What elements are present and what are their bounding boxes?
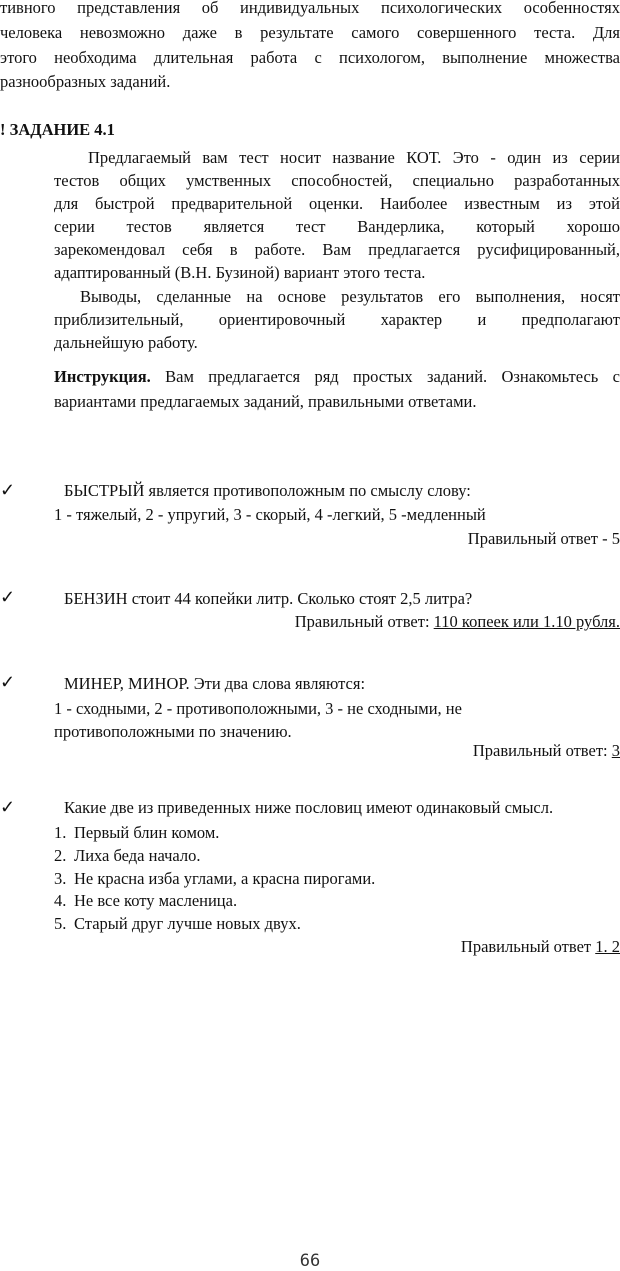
intro-line-2: человека невозможно даже в результате самого совершенного теста. Для <box>0 23 620 42</box>
q1-question: БЫСТРЫЙ является противоположным по смыслу слову: <box>64 481 471 500</box>
para1-line-5: зарекомендовал себя в работе. Вам предлагается русифицированный, <box>54 240 620 259</box>
list-item <box>54 822 219 845</box>
q2-question: БЕНЗИН стоит 44 копейки литр. Сколько стоят 2,5 литра? <box>64 589 473 608</box>
q3-question: МИНЕР, МИНОР. Эти два слова являются: <box>64 674 366 693</box>
check-icon: ✓ <box>0 797 16 817</box>
intro-line-1: тивного представления об индивидуальных психологических особенностях <box>0 0 620 17</box>
check-icon: ✓ <box>0 480 16 500</box>
list-item <box>54 890 237 913</box>
q3-answer-label: Правильный ответ: <box>472 741 612 760</box>
para2-line-3: дальнейшую работу. <box>54 333 198 352</box>
list-item-number: 3. <box>54 869 67 888</box>
q2-answer-label: Правильный ответ: <box>294 612 434 631</box>
q1-answer: Правильный ответ - 5 <box>467 529 620 548</box>
para1-line-1: Предлагаемый вам тест носит название КОТ. Это - один из серии <box>88 148 620 167</box>
q3-answer-value: 3 <box>611 741 620 760</box>
para2-line-2: приблизительный, ориентировочный характер и предполагают <box>54 310 620 329</box>
q3-options-line-2: противоположными по значению. <box>54 722 292 741</box>
q4-answer-value: 1. 2 <box>595 937 620 956</box>
page-number: 66 <box>299 1251 321 1271</box>
list-item-text: Лиха беда начало. <box>74 846 201 865</box>
q2-answer-value: 110 копеек или 1.10 рубля. <box>433 612 620 631</box>
check-icon: ✓ <box>0 587 16 607</box>
q4-answer <box>300 935 620 958</box>
list-item-text: Старый друг лучше новых двух. <box>74 914 301 933</box>
intro-line-4: разнообразных заданий. <box>0 72 171 91</box>
q1-options: 1 - тяжелый, 2 - упругий, 3 - скорый, 4 -легкий, 5 -медленный <box>54 505 486 524</box>
q3-options-line-1: 1 - сходными, 2 - противоположными, 3 - не сходными, не <box>54 699 462 718</box>
para2-line-1: Выводы, сделанные на основе результатов его выполнения, носят <box>80 287 620 306</box>
list-item-text: Не все коту масленица. <box>74 891 238 910</box>
q2-answer <box>200 610 620 633</box>
list-item <box>54 868 375 891</box>
list-item-number: 1. <box>54 823 67 842</box>
q3-answer <box>300 739 620 762</box>
para1-line-2: тестов общих умственных способностей, специально разработанных <box>54 171 620 190</box>
instruction-text: Вам предлагается ряд простых заданий. Ознакомьтесь с <box>150 367 620 386</box>
list-item-number: 5. <box>54 914 67 933</box>
q4-answer-label: Правильный ответ <box>460 937 596 956</box>
list-item-number: 2. <box>54 846 67 865</box>
instruction-line-2: вариантами предлагаемых заданий, правильными ответами. <box>54 392 477 411</box>
list-item <box>54 845 201 868</box>
q4-question: Какие две из приведенных ниже пословиц имеют одинаковый смысл. <box>64 798 554 817</box>
list-item-number: 4. <box>54 891 67 910</box>
para1-line-6: адаптированный (В.Н. Бузиной) вариант этого теста. <box>54 263 426 282</box>
task-heading: ! ЗАДАНИЕ 4.1 <box>0 120 115 139</box>
list-item-text: Первый блин комом. <box>74 823 220 842</box>
para1-line-4: серии тестов является тест Вандерлика, который хорошо <box>54 217 620 236</box>
instruction-line-1 <box>54 365 620 388</box>
list-item <box>54 913 301 936</box>
list-item-text: Не красна изба углами, а красна пирогами. <box>74 869 376 888</box>
instruction-label: Инструкция. <box>54 367 151 386</box>
intro-line-3: этого необходима длительная работа с психологом, выполнение множества <box>0 48 620 67</box>
para1-line-3: для быстрой предварительной оценки. Наиболее известным из этой <box>54 194 620 213</box>
check-icon: ✓ <box>0 672 16 692</box>
